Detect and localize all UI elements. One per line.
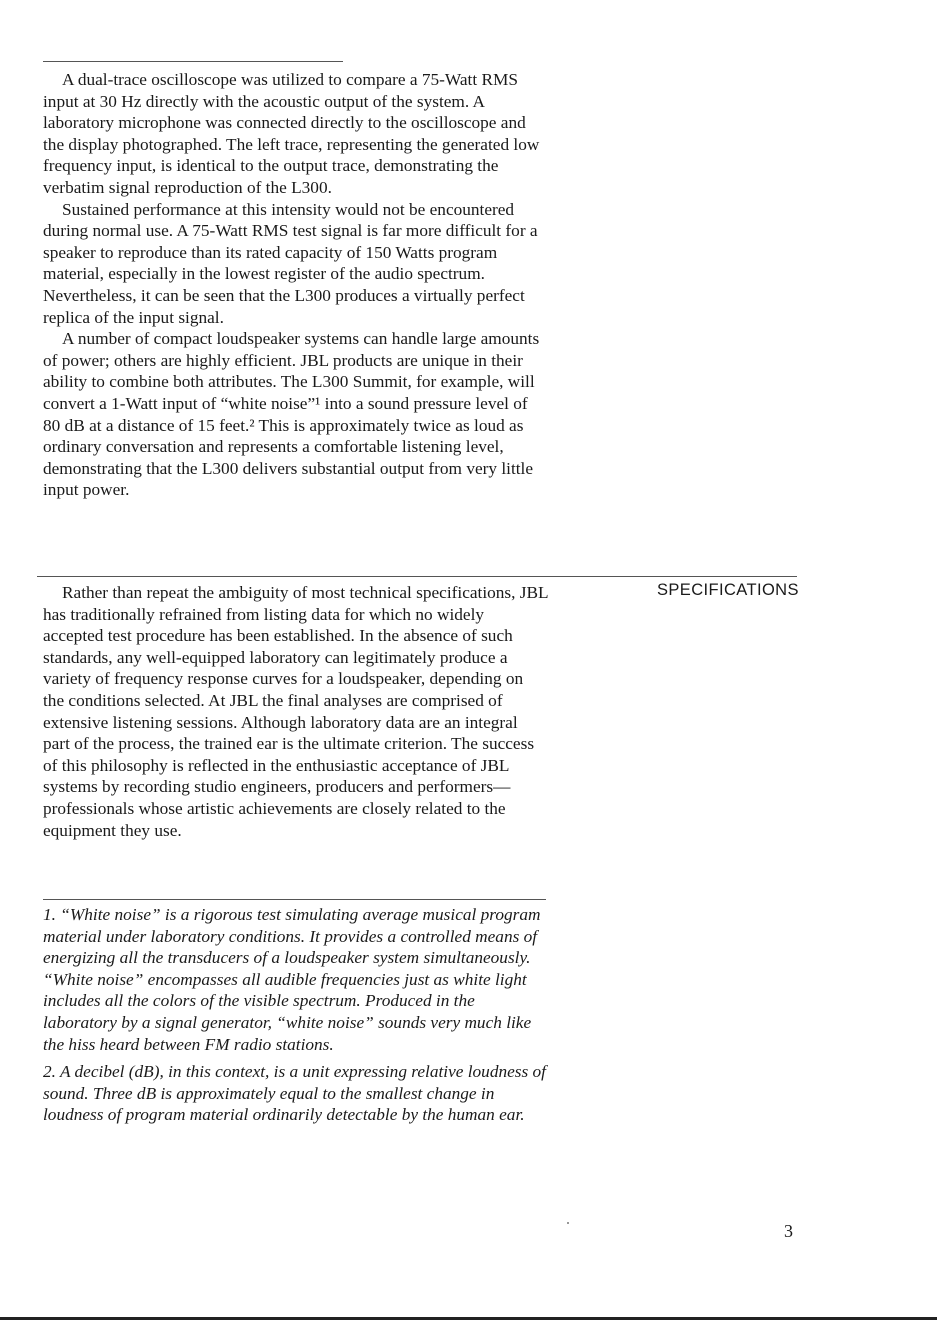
footnotes — [43, 904, 548, 1132]
paragraph-oscilloscope: A dual-trace oscilloscope was utilized to compare a 75-Watt RMS input at 30 Hz directly with the acoustic output of the system. A laboratory microphone was connected directly to the oscilloscope and the display photographed. The left trace, representing the generated low frequency input, is identical to the output trace, demonstrating the verbatim signal reproduction of the L300. — [43, 70, 540, 197]
specifications-rule — [37, 576, 797, 577]
footnote-decibel: 2. A decibel (dB), in this context, is a unit expressing relative loudness of sound. Three dB is approximately equal to the smallest change in loudness of program material ordinarily detectable by the human ear. — [43, 1062, 546, 1125]
top-rule — [43, 61, 343, 62]
print-speck — [567, 1222, 569, 1224]
page-number: 3 — [784, 1221, 793, 1241]
specifications-heading: SPECIFICATIONS — [657, 581, 799, 599]
body-column-intro — [43, 69, 548, 501]
footnote-white-noise: 1. “White noise” is a rigorous test simulating average musical program material under laboratory conditions. It provides a controlled means of energizing all the transducers of a loudspeaker system simultaneously. “White noise” encompasses all audible frequencies just as white light includes all the colors of the visible spectrum. Produced in the laboratory by a signal generator, “white noise” sounds very much like the hiss heard between FM radio stations. — [43, 905, 541, 1054]
footnote-rule — [43, 899, 546, 900]
paragraph-efficiency: A number of compact loudspeaker systems can handle large amounts of power; others are highly efficient. JBL products are unique in their ability to combine both attributes. The L300 Summit, for example, will convert a 1-Watt input of “white noise”¹ into a sound pressure level of 80 dB at a distance of 15 feet.² This is approximately twice as loud as ordinary conversation and represents a comfortable listening level, demonstrating that the L300 delivers substantial output from very little input power. — [43, 329, 540, 500]
body-column-specifications — [43, 582, 548, 841]
paragraph-specifications: Rather than repeat the ambiguity of most technical specifications, JBL has traditionally refrained from listing data for which no widely accepted test procedure has been established. In the absence of such standards, any well-equipped laboratory can legitimately produce a variety of frequency response curves for a loudspeaker, depending on the conditions selected. At JBL the final analyses are comprised of extensive listening sessions. Although laboratory data are an integral part of the process, the trained ear is the ultimate criterion. The success of this philosophy is reflected in the enthusiastic acceptance of JBL systems by recording studio engineers, producers and performers—professionals whose artistic achievements are closely related to the equipment they use. — [43, 583, 548, 840]
paragraph-sustained-performance: Sustained performance at this intensity would not be encountered during normal use. A 75-Watt RMS test signal is far more difficult for a speaker to reproduce than its rated capacity of 150 Watts program material, especially in the lowest register of the audio spectrum. Nevertheless, it can be seen that the L300 produces a virtually perfect replica of the input signal. — [43, 199, 538, 327]
